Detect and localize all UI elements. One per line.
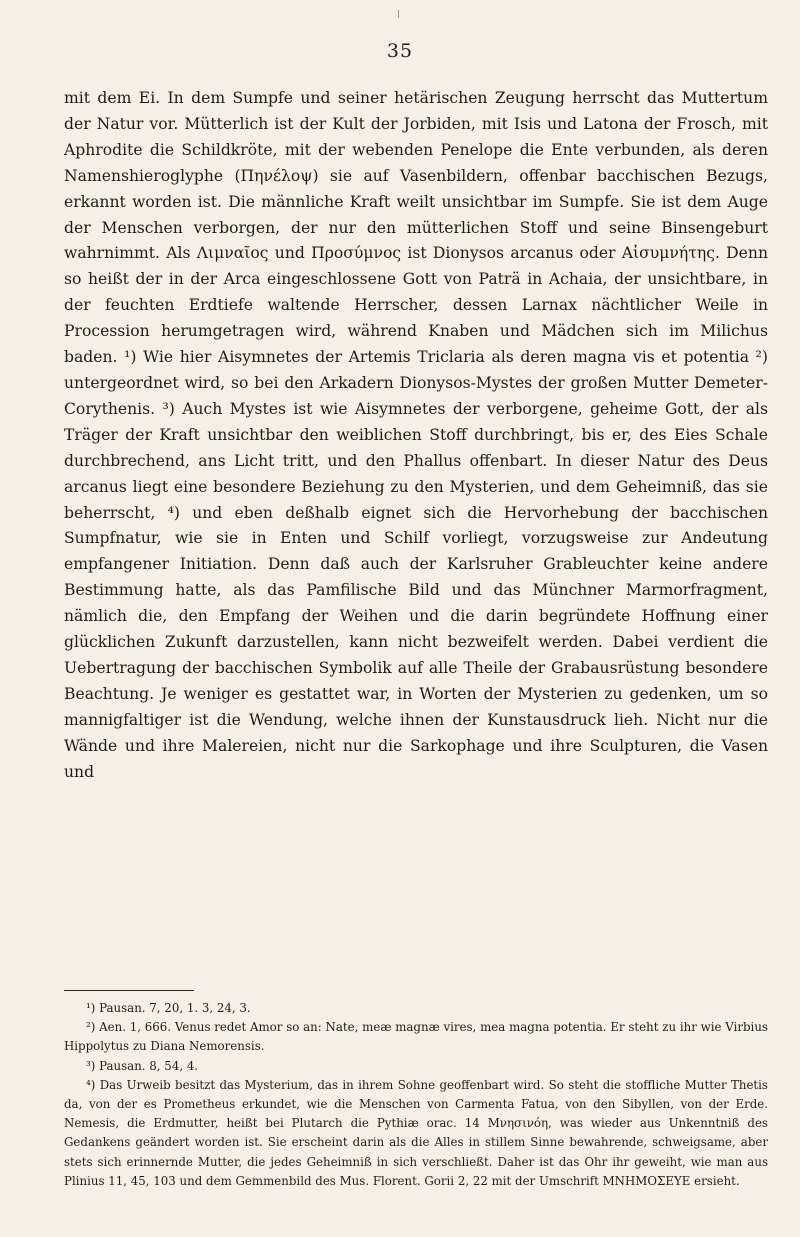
top-bleed-mark: [398, 10, 403, 18]
main-paragraph: mit dem Ei. In dem Sumpfe und seiner hetärischen Zeugung herrscht das Muttertum der Natur vor. Mütterlich ist der Kult der Jorbiden, mit Isis und Latona der Frosch, mit Aphrodite die Schildkröte, mit der webenden Penelope die Ente verbunden, als deren Namenshieroglyphe (Πηνέλοψ) sie auf Vasenbildern, offenbar bacchischen Bezugs, erkannt worden ist. Die männliche Kraft weilt unsichtbar im Sumpfe. Sie ist dem Auge der Menschen verborgen, der nur den mütterlichen Stoff und seine Binsengeburt wahrnimmt. Als Λιμναῖος und Προσύμνος ist Dionysos arcanus oder Αἰσυμνήτης. Denn so heißt der in der Arca eingeschlossene Gott von Paträ in Achaia, der unsichtbare, in der feuchten Erdtiefe waltende Herrscher, dessen Larnax nächtlicher Weile in Procession herumgetragen wird, während Knaben und Mädchen sich im Milichus baden. ¹) Wie hier Aisymnetes der Artemis Triclaria als deren magna vis et potentia ²) untergeordnet wird, so bei den Arkadern Dionysos-Mystes der großen Mutter Demeter-Corythenis. ³) Auch Mystes ist wie Aisymnetes der verborgene, geheime Gott, der als Träger der Kraft unsichtbar den weiblichen Stoff durchbringt, bis er, des Eies Schale durchbrechend, ans Licht tritt, und den Phallus offenbart. In dieser Natur des Deus arcanus liegt eine besondere Beziehung zu den Mysterien, und dem Geheimniß, das sie beherrscht, ⁴) und eben deßhalb eignet sich die Hervorhebung der bacchischen Sumpfnatur, wie sie in Enten und Schilf vorliegt, vorzugsweise zur Andeutung empfangener Initiation. Denn daß auch der Karlsruher Grableuchter keine andere Bestimmung hatte, als das Pamfilische Bild und das Münchner Marmorfragment, nämlich die, den Empfang der Weihen und die darin begründete Hoffnung einer glücklichen Zukunft darzustellen, kann nicht bezweifelt werden. Dabei verdient die Uebertragung der bacchischen Symbolik auf alle Theile der Grabausrüstung besondere Beachtung. Je weniger es gestattet war, in Worten der Mysterien zu gedenken, um so mannigfaltiger ist die Wendung, welche ihnen der Kunstausdruck lieh. Nicht nur die Wände und ihre Malereien, nicht nur die Sarkophage und ihre Sculpturen, die Vasen und: [64, 89, 768, 781]
page-number: 35: [386, 40, 414, 62]
footnote-separator: [64, 990, 194, 991]
footnote-1: ¹) Pausan. 7, 20, 1. 3, 24, 3.: [86, 1001, 251, 1015]
footnote-2: ²) Aen. 1, 666. Venus redet Amor so an: Nate, meæ magnæ vires, mea magna potentia. Er steht zu ihr wie Virbius Hippolytus zu Diana Nemorensis.: [64, 1020, 768, 1054]
footnotes: [64, 999, 768, 1191]
footnote-4: ⁴) Das Urweib besitzt das Mysterium, das in ihrem Sohne geoffenbart wird. So steht die stoffliche Mutter Thetis da, von der es Prometheus erkundet, wie die Menschen von Carmenta Fatua, von den Sibyllen, von der Erde. Nemesis, die Erdmutter, heißt bei Plutarch die Pythiæ orac. 14 Μνησινόη, was wieder aus Unkenntniß des Gedankens geändert worden ist. Sie erscheint darin als die Alles in stillem Sinne bewahrende, schweigsame, aber stets sich erinnernde Mutter, die jedes Geheimniß in sich verschließt. Daher ist das Ohr ihr geweiht, wie man aus Plinius 11, 45, 103 und dem Gemmenbild des Mus. Florent. Gorii 2, 22 mit der Umschrift MNHMOΣEYE ersieht.: [64, 1077, 768, 1188]
footnote-3: ³) Pausan. 8, 54, 4.: [86, 1058, 199, 1073]
